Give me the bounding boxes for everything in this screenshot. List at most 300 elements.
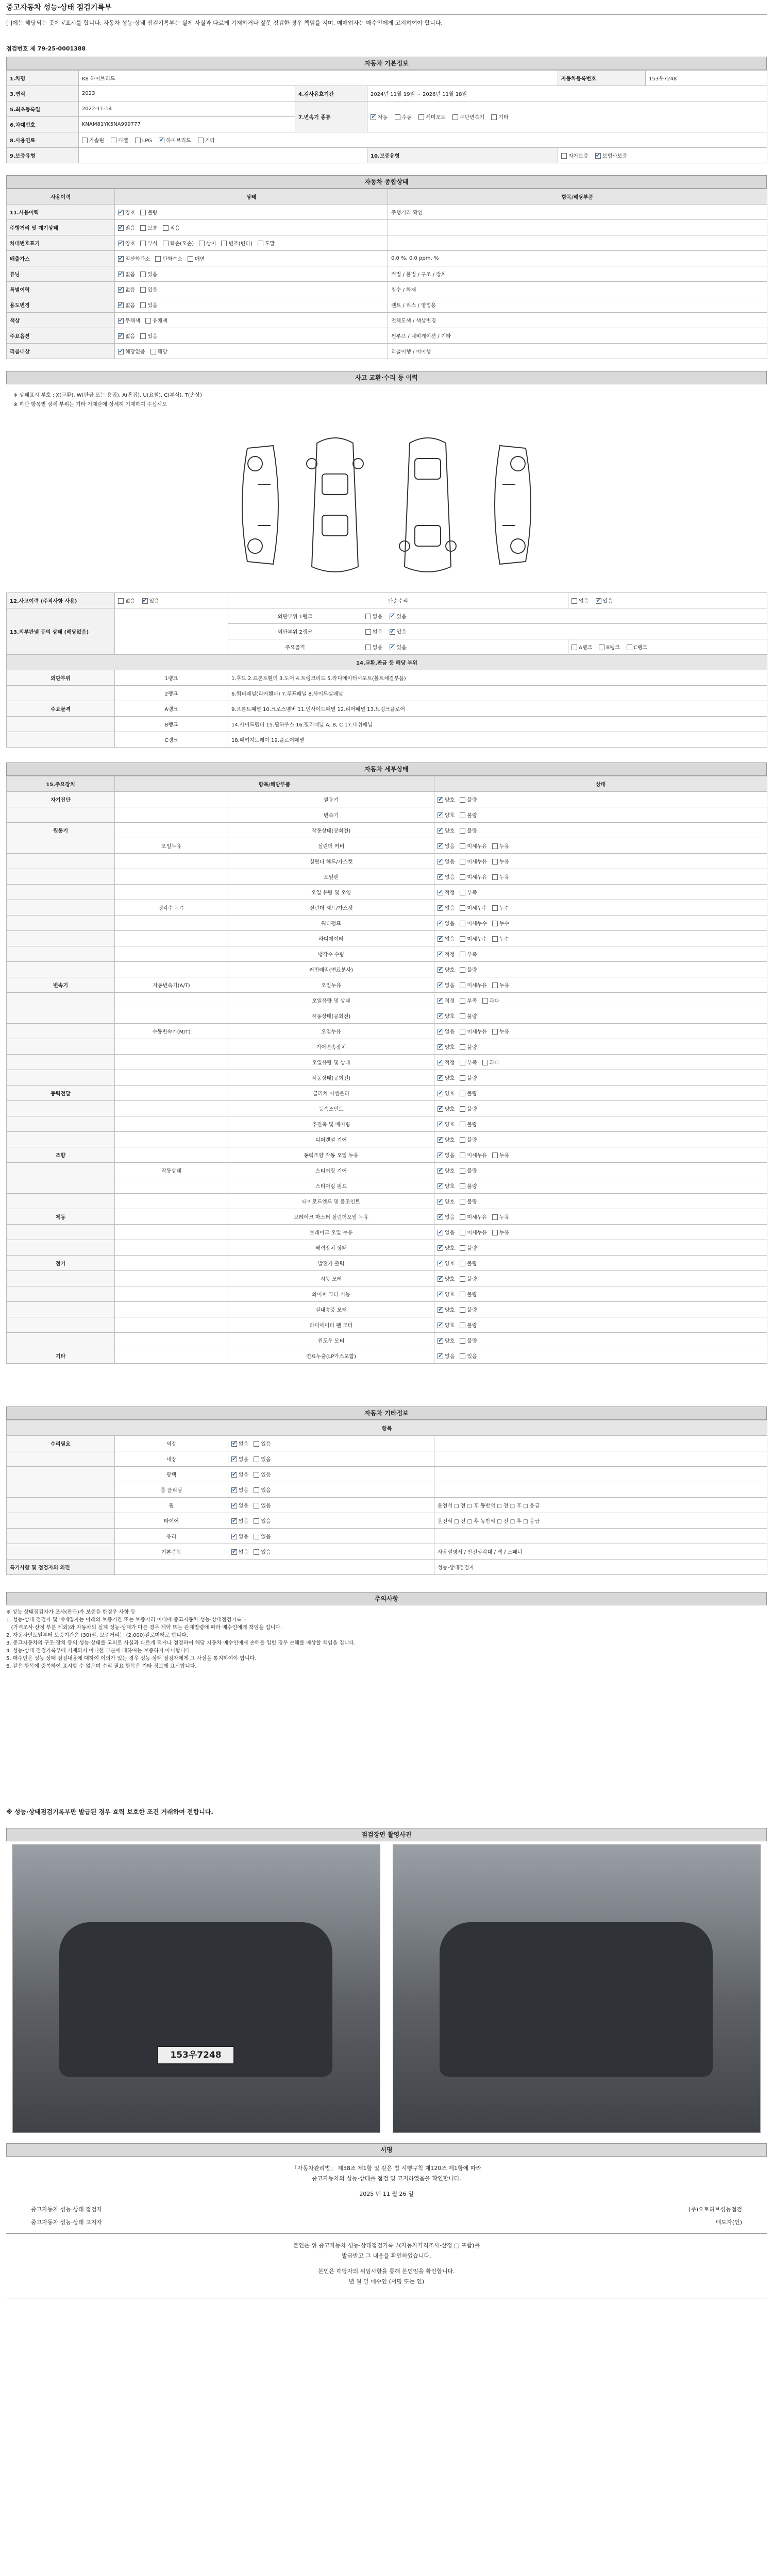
state-option[interactable]: 누유 (492, 857, 509, 865)
state-option[interactable]: ✔ 양호 (438, 826, 455, 834)
state-option[interactable]: ✔ 일산화탄소 (118, 255, 150, 262)
state-option[interactable]: 있음 (254, 1517, 271, 1524)
rank-parts: 18.패키지트레이 19.플로어패널 (228, 732, 767, 748)
detail-state (434, 1348, 767, 1364)
state-option[interactable]: 불량 (460, 1012, 477, 1020)
state-option[interactable]: 미세누유 (460, 1027, 487, 1035)
state-option[interactable]: ✔ 양호 (438, 965, 455, 973)
overall-status-heading: 자동차 종합상태 (6, 175, 767, 189)
detail-row (7, 1008, 767, 1024)
state-option[interactable]: 불량 (460, 811, 477, 819)
state-option[interactable]: 보통 (140, 224, 157, 231)
state-option[interactable]: ✔ 없음 (231, 1439, 248, 1447)
detail-state (434, 1070, 767, 1086)
state-option[interactable]: 미세누수 (460, 919, 487, 927)
checkbox-icon (482, 998, 488, 1004)
checkbox-icon (438, 874, 443, 880)
state-option[interactable]: 미세누수 (460, 935, 487, 942)
photos-heading: 점검장면 촬영사진 (6, 1828, 767, 1841)
inspection-number-value: 제 79-25-0001388 (30, 45, 86, 52)
state-option[interactable]: ✔ 없음 (118, 285, 135, 293)
state-option[interactable]: 부족 (460, 888, 477, 896)
detail-sub (115, 916, 228, 931)
state-option[interactable]: ✔ 양호 (438, 1321, 455, 1329)
rank-name: 2랭크 (115, 686, 228, 701)
detail-item: 추진축 및 베어링 (228, 1116, 434, 1132)
checkbox-icon (460, 936, 465, 942)
state-option[interactable]: ✔ 양호 (438, 1120, 455, 1128)
state-option[interactable]: 있음 (140, 270, 157, 278)
overall-row (7, 235, 767, 251)
state-option[interactable]: 있음 (254, 1532, 271, 1540)
rank1-option[interactable]: 없음 (365, 612, 382, 620)
state-option[interactable]: 부족 (460, 1058, 477, 1066)
checkbox-icon (460, 1091, 465, 1096)
state-option[interactable]: 누수 (492, 904, 509, 911)
detail-group (7, 946, 115, 962)
state-option[interactable]: ✔ 양호 (438, 795, 455, 803)
checkbox-icon (438, 1323, 443, 1328)
state-option[interactable]: ✔ 없음 (231, 1486, 248, 1494)
state-option[interactable]: ✔ 없음 (438, 1352, 455, 1360)
state-option[interactable]: 부족 (460, 950, 477, 958)
checkbox-icon (118, 272, 124, 277)
state-option[interactable]: 누수 (492, 935, 509, 942)
detail-row (7, 869, 767, 885)
state-option[interactable]: ✔ 없음 (438, 873, 455, 880)
notifier-sign-name: 매도자(인) (715, 2219, 742, 2226)
checkbox-icon (390, 614, 395, 619)
state-option[interactable]: ✔ 양호 (438, 1136, 455, 1143)
checkbox-icon (452, 114, 458, 120)
state-option[interactable]: 불량 (460, 965, 477, 973)
state-option[interactable]: 있음 (140, 332, 157, 340)
detail-group: 기타 (7, 1348, 115, 1364)
state-option[interactable]: 누유 (492, 873, 509, 880)
detail-state (434, 993, 767, 1008)
detail-group (7, 1039, 115, 1055)
checkbox-icon (140, 225, 146, 231)
detail-row (7, 962, 767, 977)
notes-heading: 주의사항 (6, 1592, 767, 1605)
trans-option[interactable]: 기타 (491, 113, 508, 121)
state-option[interactable]: 탄화수소 (155, 255, 182, 262)
checkbox-icon (482, 1060, 488, 1065)
frame-rank-option[interactable]: B랭크 (599, 643, 619, 651)
overall-row-label: 배출가스 (7, 251, 115, 266)
detail-group (7, 807, 115, 823)
state-option[interactable]: ✔ 양호 (438, 1336, 455, 1344)
checkbox-icon (365, 645, 371, 650)
rank-group (7, 732, 115, 748)
detail-row (7, 916, 767, 931)
etc-state (228, 1529, 434, 1544)
checkbox-icon (135, 138, 141, 143)
checkbox-icon (460, 1075, 465, 1081)
fuel-option[interactable]: 디젤 (111, 136, 128, 144)
detail-state (434, 1024, 767, 1039)
repair-option[interactable]: ✔ 있음 (596, 597, 613, 604)
checkbox-icon (140, 210, 146, 215)
warranty-option[interactable]: ✔ 보험사보증 (595, 151, 627, 159)
detail-row (7, 792, 767, 807)
checkbox-icon (492, 921, 498, 926)
state-option[interactable]: 불량 (460, 1321, 477, 1329)
state-option[interactable]: ✔ 없음 (438, 904, 455, 911)
detail-row (7, 1039, 767, 1055)
detail-sub (115, 1333, 228, 1348)
rank1-option[interactable]: ✔ 있음 (390, 612, 407, 620)
state-option[interactable]: 미세누유 (460, 1228, 487, 1236)
state-option[interactable]: ✔ 적정 (438, 950, 455, 958)
state-option[interactable]: 불량 (140, 208, 157, 216)
overall-row-detail: 0.0 %, 0.0 ppm, % (388, 251, 767, 266)
detail-row (7, 1086, 767, 1101)
state-option[interactable]: 상이 (199, 239, 216, 247)
etc-item: 광택 (115, 1467, 228, 1482)
state-option[interactable]: 있음 (254, 1548, 271, 1555)
state-option[interactable]: 매연 (188, 255, 205, 262)
state-option[interactable]: 부식 (140, 239, 157, 247)
fuel-option[interactable]: LPG (135, 138, 152, 144)
checkbox-icon (460, 998, 465, 1004)
detail-row (7, 1178, 767, 1194)
state-option[interactable]: 유채색 (145, 316, 167, 324)
state-option[interactable]: 불량 (460, 795, 477, 803)
overall-row-detail: 주행거리 확인 (388, 205, 767, 220)
detail-item: 시동 모터 (228, 1271, 434, 1286)
state-option[interactable]: 과다 (482, 996, 499, 1004)
state-option[interactable]: 해당 (150, 347, 167, 355)
state-option[interactable]: ✔ 없음 (231, 1470, 248, 1478)
remarks-label: 특기사항 및 점검자의 의견 (7, 1560, 115, 1575)
state-option[interactable]: 미세누유 (460, 857, 487, 865)
detail-sub (115, 1116, 228, 1132)
state-option[interactable]: 불량 (460, 1074, 477, 1081)
accident-history-label: 12.사고이력 (주작사항 사용) (7, 593, 115, 608)
state-option[interactable]: 불량 (460, 1244, 477, 1251)
detail-item: 윈도우 모터 (228, 1333, 434, 1348)
detail-group: 제동 (7, 1209, 115, 1225)
overall-row-detail (388, 220, 767, 235)
state-option[interactable]: 미세누수 (460, 904, 487, 911)
state-option[interactable]: 불량 (460, 1120, 477, 1128)
detail-group (7, 838, 115, 854)
state-option[interactable]: 불량 (460, 1259, 477, 1267)
first-reg-value: 2022-11-14 (79, 101, 295, 117)
state-option[interactable]: 있음 (140, 301, 157, 309)
checkbox-icon (460, 1261, 465, 1266)
state-option[interactable]: ✔ 없음 (231, 1501, 248, 1509)
detail-state (434, 977, 767, 993)
detail-row (7, 1163, 767, 1178)
checkbox-icon (188, 256, 193, 262)
checkbox-icon (438, 859, 443, 865)
state-option[interactable]: 미세누유 (460, 981, 487, 989)
checkbox-icon (438, 1044, 443, 1050)
checkbox-icon (231, 1456, 237, 1462)
state-option[interactable]: 과다 (482, 1058, 499, 1066)
detail-sub (115, 1055, 228, 1070)
fuel-option[interactable]: ✔ 하이브리드 (159, 136, 191, 144)
state-option[interactable]: ✔ 양호 (438, 1306, 455, 1313)
checkbox-icon (627, 645, 632, 650)
etc-rows (7, 1436, 767, 1560)
state-option[interactable]: 누유 (492, 1151, 509, 1159)
state-option[interactable]: ✔ 없음 (438, 919, 455, 927)
sign-divider (6, 2233, 767, 2234)
state-option[interactable]: ✔ 무채색 (118, 316, 140, 324)
transmission-label: 7.변속기 종류 (295, 101, 367, 132)
state-option[interactable]: ✔ 양호 (438, 1275, 455, 1282)
trans-option[interactable]: 세미오토 (418, 113, 446, 121)
detail-group (7, 854, 115, 869)
state-option[interactable]: ✔ 없음 (118, 270, 135, 278)
state-option[interactable]: 누유 (492, 1213, 509, 1221)
state-option[interactable]: ✔ 양호 (438, 1074, 455, 1081)
state-option[interactable]: ✔ 양호 (438, 1089, 455, 1097)
state-option[interactable]: 미세누유 (460, 1213, 487, 1221)
state-option[interactable]: 있음 (140, 285, 157, 293)
state-option[interactable]: ✔ 양호 (438, 1012, 455, 1020)
checkbox-icon (438, 1276, 443, 1282)
checkbox-icon (118, 333, 124, 339)
state-option[interactable]: ✔ 양호 (438, 1244, 455, 1251)
detail-row (7, 931, 767, 946)
detail-item: 실린더 헤드/가스켓 (228, 900, 434, 916)
detail-rows (7, 792, 767, 1364)
detail-row (7, 1302, 767, 1317)
trans-option[interactable]: 무단변속기 (452, 113, 484, 121)
checkbox-icon (254, 1487, 259, 1493)
checkbox-icon (460, 1029, 465, 1035)
trans-option[interactable]: 수동 (395, 113, 412, 121)
state-option[interactable]: 불량 (460, 826, 477, 834)
detail-group (7, 1070, 115, 1086)
detail-group (7, 1333, 115, 1348)
checkbox-icon (438, 1075, 443, 1081)
etc-heading: 자동차 기타정보 (6, 1406, 767, 1420)
etc-group (7, 1529, 115, 1544)
state-option[interactable]: 적음 (163, 224, 180, 231)
state-option[interactable]: ✔ 양호 (438, 1259, 455, 1267)
state-option[interactable]: ✔ 없음 (231, 1517, 248, 1524)
rank-name: C랭크 (115, 732, 228, 748)
frame-option[interactable]: 없음 (365, 643, 382, 651)
overall-row-detail (388, 235, 767, 251)
checkbox-icon (155, 256, 161, 262)
checkbox-icon (460, 1307, 465, 1313)
state-option[interactable]: 누유 (492, 1027, 509, 1035)
rank-group: 주요골격 (7, 701, 115, 717)
state-option[interactable]: 불량 (460, 1197, 477, 1205)
state-option[interactable]: 있음 (254, 1439, 271, 1447)
period-label: 4.검사유효기간 (295, 86, 367, 101)
accident-option[interactable]: ✔ 있음 (142, 597, 159, 604)
checkbox-icon (460, 1060, 465, 1065)
frame-option[interactable]: ✔ 있음 (390, 643, 407, 651)
state-option[interactable]: 불량 (460, 1336, 477, 1344)
overall-col-item: 사용이력 (7, 189, 115, 205)
state-option[interactable]: ✔ 해당없음 (118, 347, 145, 355)
state-option[interactable]: 불량 (460, 1043, 477, 1050)
state-option[interactable]: ✔ 없음 (438, 1213, 455, 1221)
state-option[interactable]: ✔ 없음 (118, 332, 135, 340)
etc-row (7, 1529, 767, 1544)
detail-sub (115, 946, 228, 962)
detail-group: 변속기 (7, 977, 115, 993)
etc-row (7, 1544, 767, 1560)
state-option[interactable]: ✔ 없음 (438, 1151, 455, 1159)
notes-section (6, 1592, 767, 1605)
state-option[interactable]: ✔ 없음 (118, 301, 135, 309)
etc-row (7, 1451, 767, 1467)
year-value: 2023 (79, 86, 295, 101)
detail-col-main: 15.주요장치 (7, 776, 115, 792)
checkbox-icon (460, 952, 465, 957)
state-option[interactable]: 있음 (254, 1501, 271, 1509)
state-option[interactable]: 불량 (460, 1290, 477, 1298)
detail-sub: 냉각수 누수 (115, 900, 228, 916)
fuel-option[interactable]: 기타 (198, 136, 215, 144)
state-option[interactable]: ✔ 양호 (438, 1290, 455, 1298)
state-option[interactable]: ✔ 많음 (118, 224, 135, 231)
state-option[interactable]: ✔ 적정 (438, 996, 455, 1004)
checkbox-icon (140, 333, 146, 339)
state-option[interactable]: 불량 (460, 1166, 477, 1174)
state-option[interactable]: ✔ 없음 (438, 1027, 455, 1035)
car-side-right-icon (495, 446, 531, 564)
state-option[interactable]: ✔ 없음 (438, 842, 455, 850)
state-option[interactable]: ✔ 없음 (231, 1548, 248, 1555)
checkbox-icon (145, 318, 151, 324)
checkbox-icon (254, 1534, 259, 1539)
state-option[interactable]: 변조(변타) (221, 239, 252, 247)
detail-item: 오일유량 및 상태 (228, 993, 434, 1008)
checkbox-icon (254, 1549, 259, 1555)
rank2-option[interactable]: ✔ 있음 (390, 628, 407, 635)
rank-parts: 9.프론트패널 10.크로스멤버 11.인사이드패널 12.리어패널 13.트렁크플로어 (228, 701, 767, 717)
state-option[interactable]: ✔ 양호 (118, 239, 135, 247)
detail-row (7, 1132, 767, 1147)
etc-section (6, 1406, 767, 1575)
frame-rank-option[interactable]: C랭크 (627, 643, 647, 651)
state-option[interactable]: ✔ 없음 (438, 981, 455, 989)
state-option[interactable]: 누유 (492, 842, 509, 850)
car-diagram (227, 428, 546, 582)
state-option[interactable]: 미세누유 (460, 1151, 487, 1159)
state-option[interactable]: 불량 (460, 1306, 477, 1313)
state-option[interactable]: 있음 (254, 1486, 271, 1494)
state-option[interactable]: ✔ 양호 (118, 208, 135, 216)
car-name-label: 1.차명 (7, 71, 79, 86)
checkbox-icon (438, 1292, 443, 1297)
state-option[interactable]: 누유 (492, 1228, 509, 1236)
state-option[interactable]: 미세누유 (460, 873, 487, 880)
rank2-option[interactable]: 없음 (365, 628, 382, 635)
etc-state (228, 1436, 434, 1451)
state-option[interactable]: ✔ 양호 (438, 1105, 455, 1112)
detail-state (434, 1086, 767, 1101)
state-option[interactable]: 누유 (492, 981, 509, 989)
detail-item: 오일팬 (228, 869, 434, 885)
checkbox-icon (460, 843, 465, 849)
state-option[interactable]: 부족 (460, 996, 477, 1004)
checkbox-icon (438, 890, 443, 895)
state-option[interactable]: ✔ 양호 (438, 1197, 455, 1205)
detail-sub: 오일누유 (115, 838, 228, 854)
state-option[interactable]: ✔ 양호 (438, 811, 455, 819)
state-option[interactable]: ✔ 적정 (438, 1058, 455, 1066)
state-option[interactable]: 불량 (460, 1089, 477, 1097)
detail-sub (115, 962, 228, 977)
state-option[interactable]: 누수 (492, 919, 509, 927)
detail-item: 냉각수 수량 (228, 946, 434, 962)
state-option[interactable]: 있음 (460, 1352, 477, 1360)
detail-row (7, 900, 767, 916)
checkbox-icon (596, 598, 601, 604)
state-option[interactable]: ✔ 양호 (438, 1166, 455, 1174)
overall-status-section (6, 175, 767, 359)
state-option[interactable]: ✔ 없음 (438, 1228, 455, 1236)
etc-item: 타이어 (115, 1513, 228, 1529)
etc-col: 항목 (7, 1420, 767, 1436)
state-option[interactable]: ✔ 없음 (438, 857, 455, 865)
state-option[interactable]: 불량 (460, 1136, 477, 1143)
detail-table (6, 776, 767, 1364)
state-option[interactable]: 도말 (258, 239, 275, 247)
warranty-blank (79, 148, 367, 163)
warranty-option[interactable]: 자가보증 (561, 151, 589, 159)
state-option[interactable]: ✔ 없음 (438, 935, 455, 942)
state-option[interactable]: ✔ 양호 (438, 1043, 455, 1050)
state-option[interactable]: 불량 (460, 1105, 477, 1112)
overall-row (7, 220, 767, 235)
frame-rank-option[interactable]: A랭크 (572, 643, 592, 651)
repair-option[interactable]: 없음 (572, 597, 589, 604)
detail-sub (115, 931, 228, 946)
etc-state (228, 1467, 434, 1482)
etc-extra: 사용설명서 / 안전삼각대 / 잭 / 스패너 (434, 1544, 767, 1560)
state-option[interactable]: 훼손(오손) (163, 239, 194, 247)
checkbox-icon (460, 1276, 465, 1282)
state-option[interactable]: ✔ 없음 (231, 1532, 248, 1540)
state-option[interactable]: 미세누유 (460, 842, 487, 850)
state-option[interactable]: 불량 (460, 1182, 477, 1190)
checkbox-icon (140, 302, 146, 308)
detail-sub (115, 1101, 228, 1116)
detail-row (7, 1070, 767, 1086)
state-option[interactable]: ✔ 없음 (231, 1455, 248, 1463)
checkbox-icon (438, 936, 443, 942)
fuel-option[interactable]: 가솔린 (82, 136, 104, 144)
state-option[interactable]: ✔ 양호 (438, 1182, 455, 1190)
detail-row (7, 1333, 767, 1348)
detail-group (7, 1178, 115, 1194)
car-top-front-icon (307, 438, 363, 572)
state-option[interactable]: 있음 (254, 1470, 271, 1478)
checkbox-icon (118, 318, 124, 324)
detail-item: 커먼레일(연료분사) (228, 962, 434, 977)
trans-option[interactable]: ✔ 자동 (371, 113, 388, 121)
state-option[interactable]: 있음 (254, 1455, 271, 1463)
detail-sub (115, 1240, 228, 1256)
state-option[interactable]: 불량 (460, 1275, 477, 1282)
overall-row-state (115, 251, 388, 266)
accident-option[interactable]: 없음 (118, 597, 135, 604)
state-option[interactable]: ✔ 적정 (438, 888, 455, 896)
inspection-number-label: 점검번호 (6, 45, 30, 52)
